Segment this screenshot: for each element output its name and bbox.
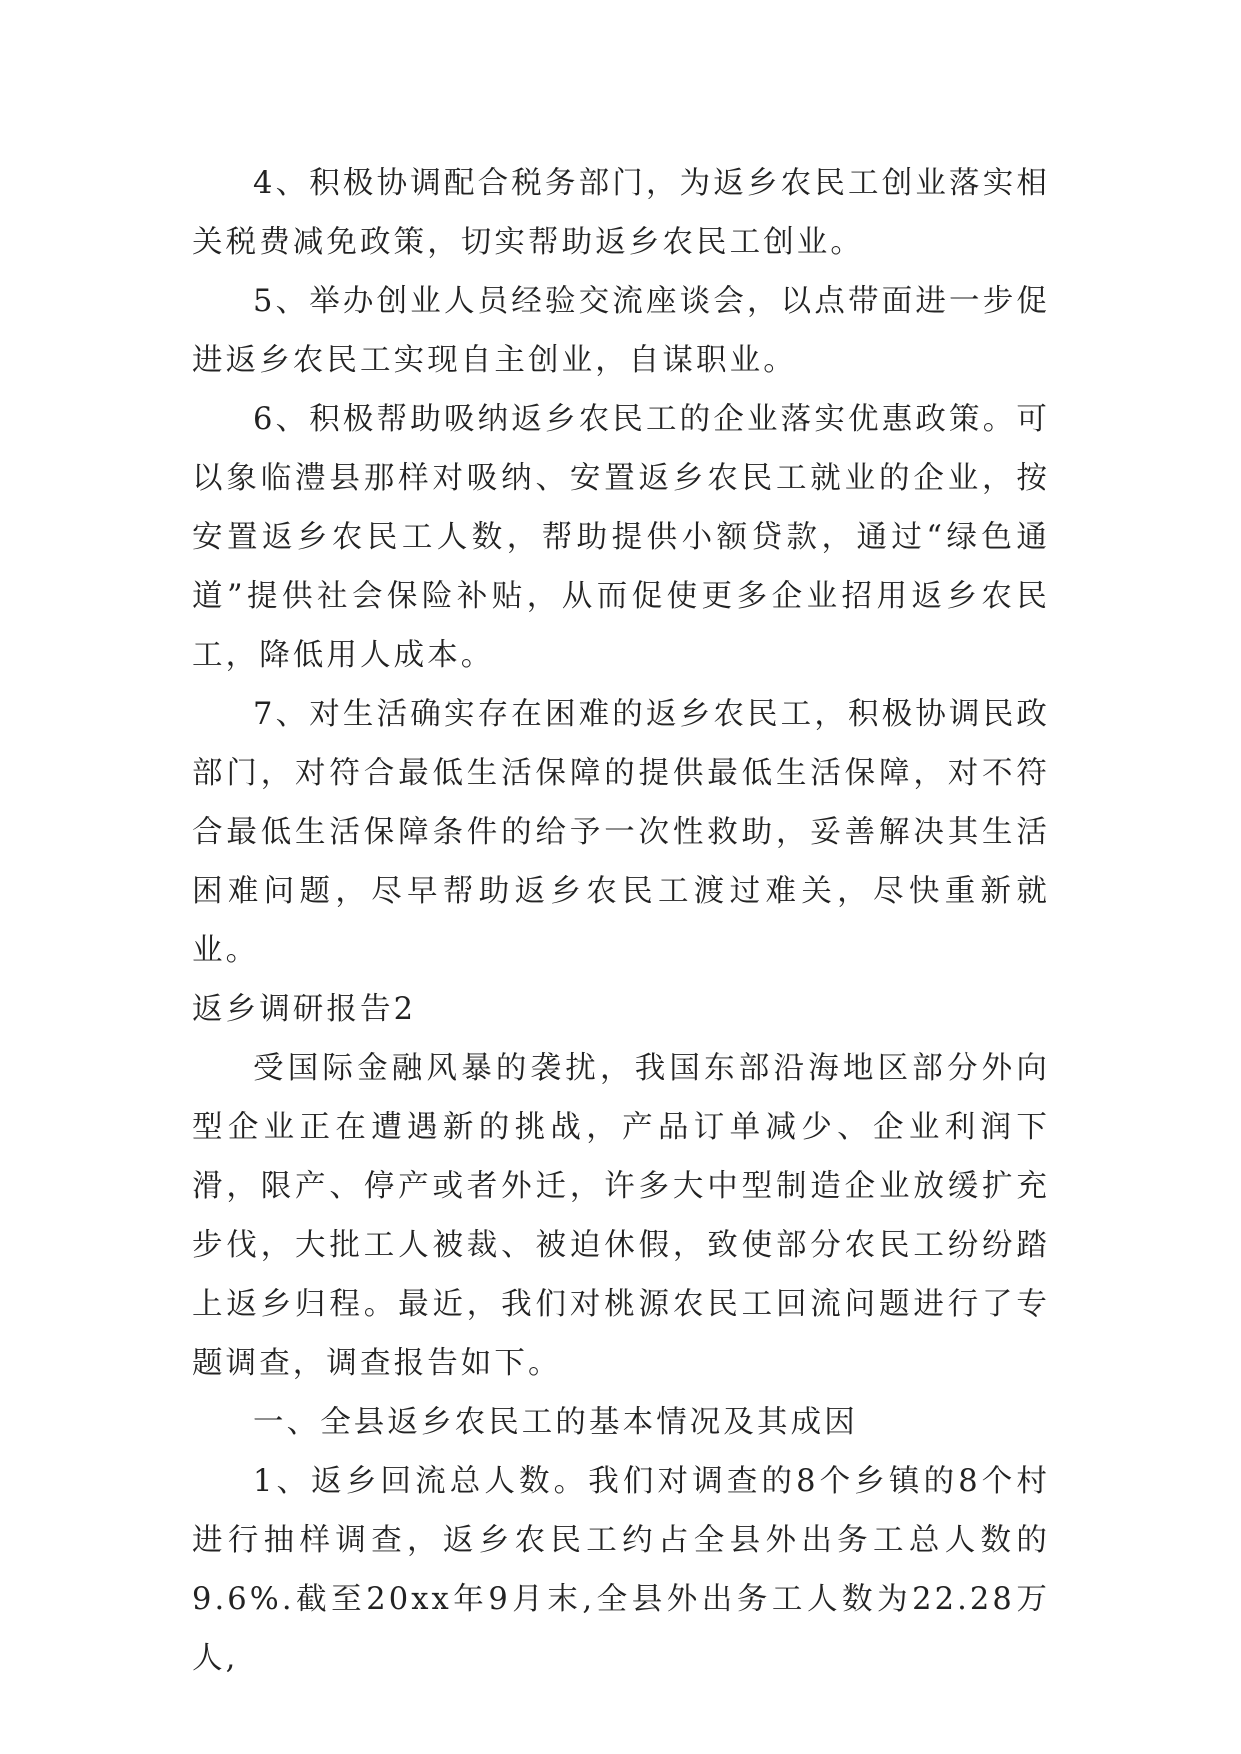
paragraph-returnee-count: 1、返乡回流总人数。我们对调查的8个乡镇的8个村进行抽样调查，返乡农民工约占全县外出务工总人数的9.6%.截至20xx年9月末,全县外出务工人数为22.28万人, xyxy=(192,1464,1050,1676)
document-body xyxy=(192,154,1050,1688)
section-heading-1: 一、全县返乡农民工的基本情况及其成因 xyxy=(253,1405,858,1440)
intro-paragraph: 受国际金融风暴的袭扰，我国东部沿海地区部分外向型企业正在遭遇新的挑战，产品订单减少、企业利润下滑，限产、停产或者外迁，许多大中型制造企业放缓扩充步伐，大批工人被裁、被迫休假，致使部分农民工纷纷踏上返乡归程。最近，我们对桃源农民工回流问题进行了专题调查，调查报告如下。 xyxy=(192,1051,1050,1381)
section-title: 返乡调研报告2 xyxy=(192,992,417,1027)
paragraph-item-4: 4、积极协调配合税务部门，为返乡农民工创业落实相关税费减免政策，切实帮助返乡农民工创业。 xyxy=(192,166,1050,260)
paragraph-item-7: 7、对生活确实存在困难的返乡农民工，积极协调民政部门，对符合最低生活保障的提供最低生活保障，对不符合最低生活保障条件的给予一次性救助，妥善解决其生活困难问题，尽早帮助返乡农民工渡过难关，尽快重新就业。 xyxy=(192,697,1050,968)
paragraph-item-5: 5、举办创业人员经验交流座谈会，以点带面进一步促进返乡农民工实现自主创业，自谋职业。 xyxy=(192,284,1050,378)
paragraph-item-6: 6、积极帮助吸纳返乡农民工的企业落实优惠政策。可以象临澧县那样对吸纳、安置返乡农民工就业的企业，按安置返乡农民工人数，帮助提供小额贷款，通过“绿色通道”提供社会保险补贴，从而促使更多企业招用返乡农民工，降低用人成本。 xyxy=(192,402,1050,673)
